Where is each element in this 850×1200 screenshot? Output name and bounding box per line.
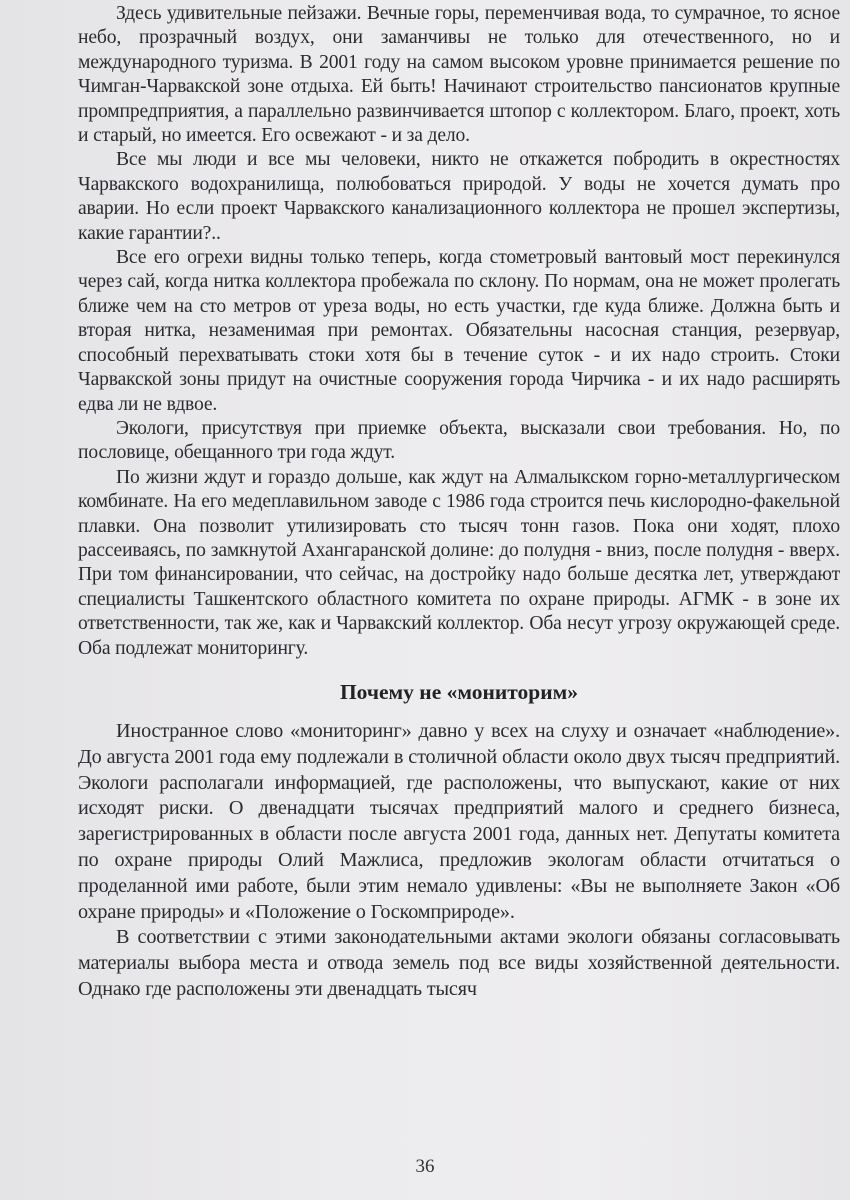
paragraph: По жизни ждут и гораздо дольше, как ждут на Алмалыкском горно-металлургическом комбинате. На его медеплавильном заводе с 1986 года строится печь кислородно-факельной плавки. Она позволит утилизировать сто тысяч тонн газов. Пока они ходят, плохо рассеиваясь, по замкнутой Ахангаранской долине: до полудня - вниз, после полудня - вверх. При том финансировании, что сейчас, на достройку надо больше десятка лет, утверждают специалисты Ташкентского областного комитета по охране природы. АГМК - в зоне их ответственности, так же, как и Чарвакский коллектор. Оба несут угрозу окружающей среде. Оба подлежат мониторингу. bbox=[78, 466, 840, 659]
body-text-lower bbox=[78, 719, 840, 1003]
paragraph: Здесь удивительные пейзажи. Вечные горы, переменчивая вода, то сумрачное, то ясное небо, прозрачный воздух, они заманчивы не только для отечественного, но и международного туризма. В 2001 году на самом высоком уровне принимается решение по Чимган-Чарвакской зоне отдыха. Ей быть! Начинают строительство пансионатов крупные промпредприятия, а параллельно развинчивается штопор с коллектором. Благо, проект, хоть и старый, но имеется. Его освежают - и за дело. bbox=[78, 3, 840, 147]
section-heading: Почему не «мониторим» bbox=[339, 679, 579, 704]
body-text-upper bbox=[78, 2, 840, 661]
page-number: 36 bbox=[415, 1156, 435, 1177]
paragraph: Экологи, присутствуя при приемке объекта, высказали свои требования. Но, по пословице, обещанного три года ждут. bbox=[78, 417, 840, 464]
paragraph: Все мы люди и все мы человеки, никто не откажется побродить в окрестностях Чарвакского водохранилища, полюбоваться природой. У воды не хочется думать про аварии. Но если проект Чарвакского канализационного коллектора не прошел экспертизы, какие гарантии?.. bbox=[78, 149, 840, 244]
paragraph: Иностранное слово «мониторинг» давно у всех на слуху и означает «наблюдение». До августа 2001 года ему подлежали в столичной области около двух тысяч предприятий. Экологи располагали информацией, где расположены, что выпускают, какие от них исходят риски. О двенадцати тысячах предприятий малого и среднего бизнеса, зарегистрированных в области после августа 2001 года, данных нет. Депутаты комитета по охране природы Олий Мажлиса, предложив экологам области отчитаться о проделанной ими работе, были этим немало удивлены: «Вы не выполняете Закон «Об охране природы» и «Положение о Госкомприроде». bbox=[78, 719, 840, 923]
paragraph: В соответствии с этими законодательными актами экологи обязаны согласовывать материалы выбора места и отвода земель под все виды хозяйственной деятельности. Однако где расположены эти двенадцать тысяч bbox=[78, 926, 840, 1000]
paragraph: Все его огрехи видны только теперь, когда стометровый вантовый мост перекинулся через сай, когда нитка коллектора пробежала по склону. По нормам, она не может пролегать ближе чем на сто метров от уреза воды, но есть участки, где куда ближе. Должна быть и вторая нитка, незаменимая при ремонтах. Обязательны насосная станция, резервуар, способный перехватывать стоки хотя бы в течение суток - и их надо строить. Стоки Чарвакской зоны придут на очистные сооружения города Чирчика - и их надо расширять едва ли не вдвое. bbox=[78, 247, 840, 415]
